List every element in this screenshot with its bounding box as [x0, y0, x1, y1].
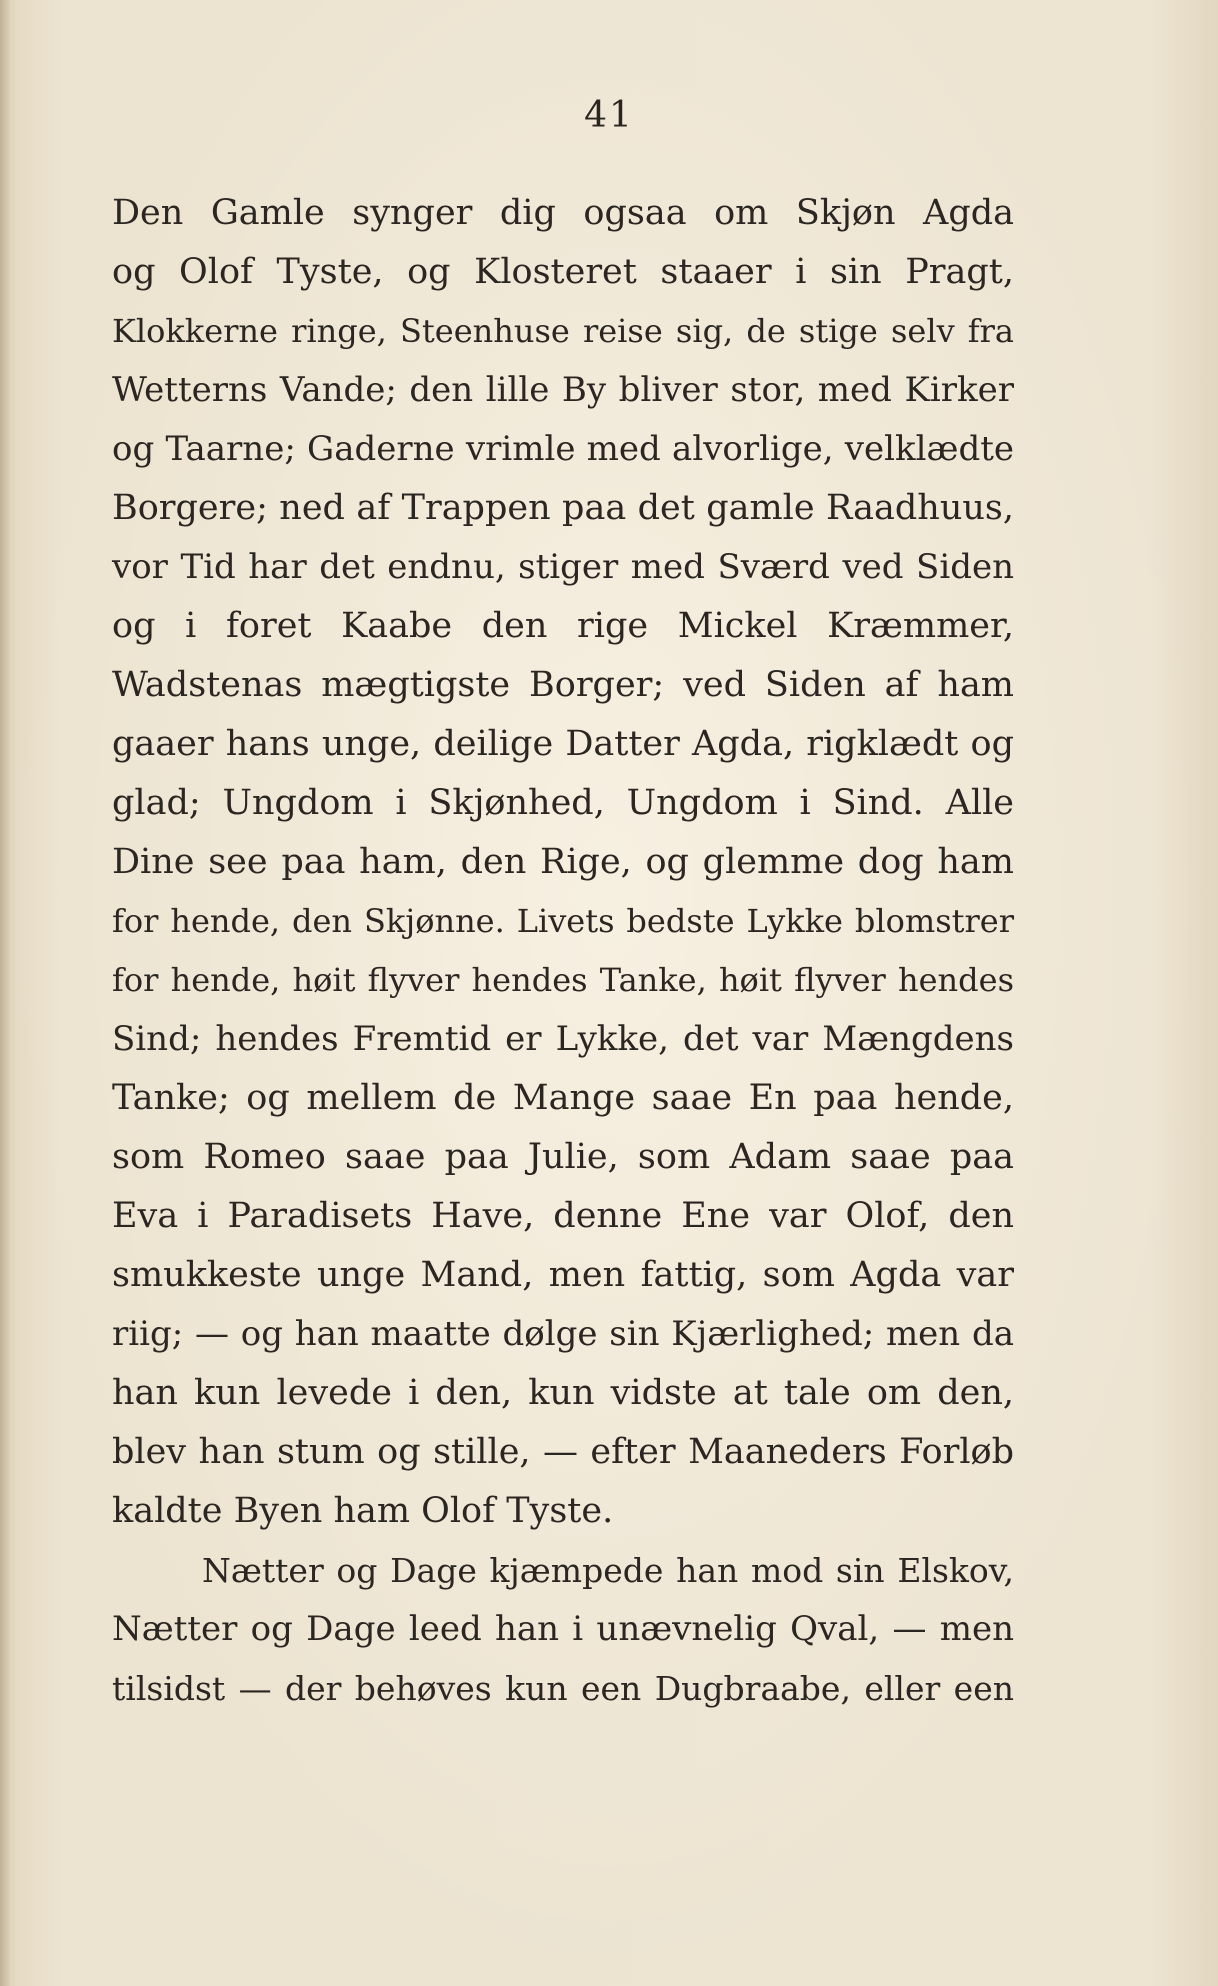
text-line: tilsidst — der behøves kun een Dugbraabe, eller een [112, 1669, 1014, 1708]
text-line: riig; — og han maatte dølge sin Kjærlighed; men da [112, 1314, 1014, 1354]
text-line: Borgere; ned af Trappen paa det gamle Raadhuus, [112, 488, 1014, 528]
text-line: Tanke; og mellem de Mange saae En paa hende, [112, 1078, 1014, 1118]
text-line: Wetterns Vande; den lille By bliver stor, med Kirker [112, 370, 1014, 410]
text-line: for hende, høit flyver hendes Tanke, høit flyver hendes [112, 961, 1014, 999]
text-line: Sind; hendes Fremtid er Lykke, det var Mængdens [112, 1019, 1014, 1059]
text-line: Wadstenas mægtigste Borger; ved Siden af ham [112, 665, 1014, 705]
body-text [112, 184, 1014, 1718]
text-line: og Taarne; Gaderne vrimle med alvorlige, velklædte [112, 429, 1014, 469]
page-edge [0, 0, 10, 1986]
text-line: for hende, den Skjønne. Livets bedste Lykke blomstrer [112, 902, 1014, 940]
text-line: smukkeste unge Mand, men fattig, som Agda var [112, 1255, 1014, 1295]
text-line: Eva i Paradisets Have, denne Ene var Olof, den [112, 1196, 1014, 1236]
page-number: 41 [584, 95, 634, 136]
text-line: glad; Ungdom i Skjønhed, Ungdom i Sind. Alle [112, 783, 1014, 823]
text-line: som Romeo saae paa Julie, som Adam saae paa [112, 1137, 1014, 1177]
text-line: kaldte Byen ham Olof Tyste. [112, 1491, 614, 1531]
text-line: Nætter og Dage leed han i unævnelig Qval, — men [112, 1609, 1014, 1649]
text-line: gaaer hans unge, deilige Datter Agda, rigklædt og [112, 724, 1014, 764]
text-line: og Olof Tyste, og Klosteret staaer i sin Pragt, [112, 252, 1014, 292]
text-line: blev han stum og stille, — efter Maaneders Forløb [112, 1432, 1014, 1472]
text-line: han kun levede i den, kun vidste at tale om den, [112, 1373, 1014, 1413]
text-line: Dine see paa ham, den Rige, og glemme dog ham [112, 842, 1014, 882]
text-line: og i foret Kaabe den rige Mickel Kræmmer, [112, 606, 1014, 646]
text-line: Den Gamle synger dig ogsaa om Skjøn Agda [112, 193, 1014, 233]
text-line: Nætter og Dage kjæmpede han mod sin Elskov, [202, 1551, 1014, 1590]
text-line: Klokkerne ringe, Steenhuse reise sig, de stige selv fra [112, 312, 1014, 350]
text-line: vor Tid har det endnu, stiger med Sværd ved Siden [112, 547, 1014, 587]
